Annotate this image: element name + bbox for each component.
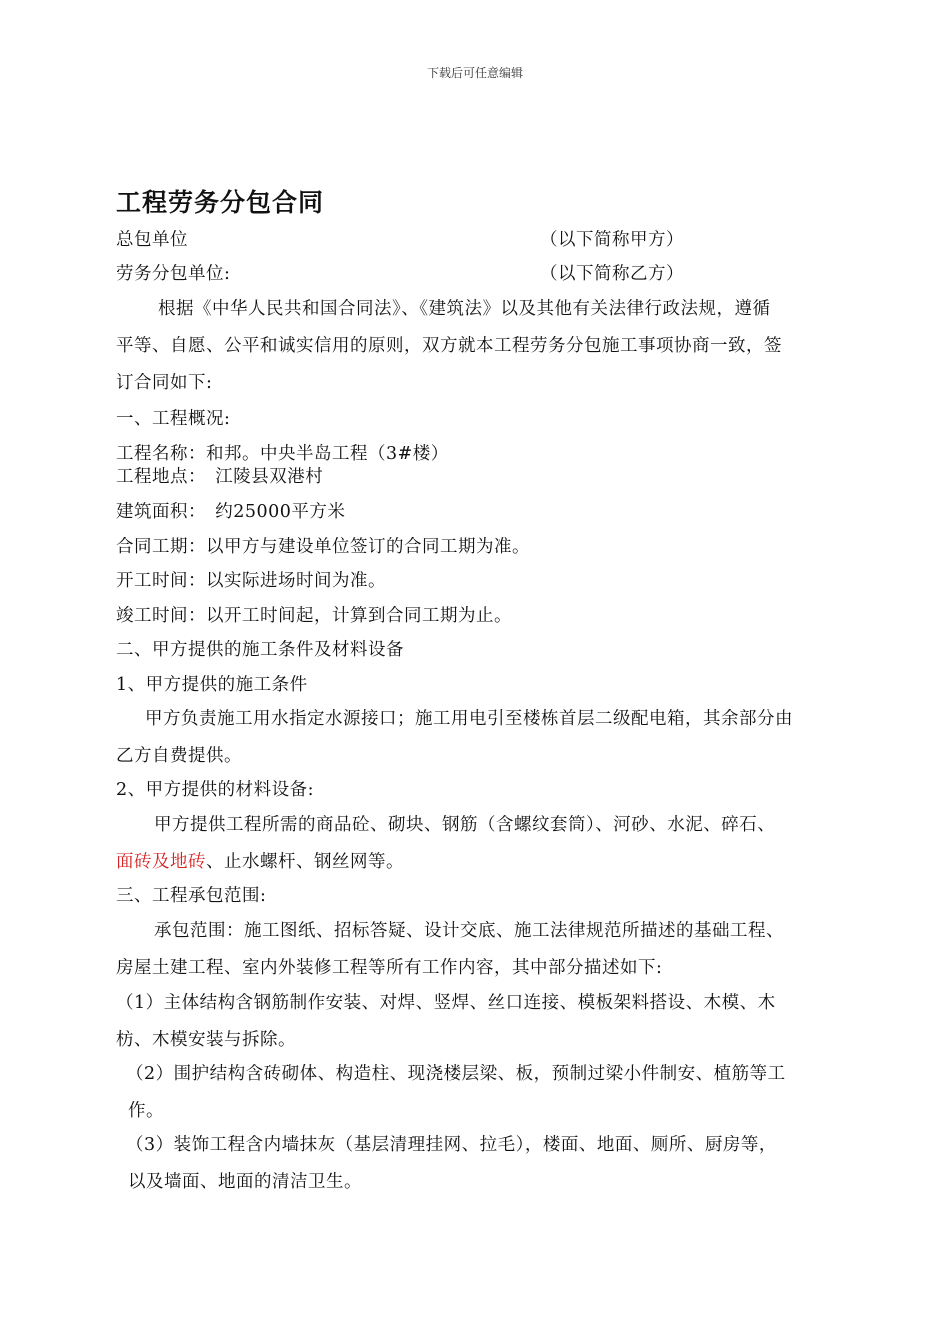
- party-a-note: （以下简称甲方）: [540, 230, 684, 250]
- party-b-label: 劳务分包单位:: [116, 264, 231, 284]
- party-a-label: 总包单位: [116, 230, 188, 250]
- building-area: 建筑面积： 约25000平方米: [116, 502, 346, 522]
- intro-line-3: 订合同如下:: [116, 373, 213, 393]
- item-2-line-2: 作。: [128, 1101, 164, 1121]
- project-location: 工程地点： 江陵县双港村: [116, 467, 324, 487]
- section-2-1-text-1: 甲方负责施工用水指定水源接口；施工用电引至楼栋首层二级配电箱，其余部分由: [145, 709, 793, 729]
- item-3-line-1: （3）装饰工程含内墙抹灰（基层清理挂网、拉毛），楼面、地面、厕所、厨房等，: [126, 1135, 777, 1155]
- highlighted-materials: 面砖及地砖: [116, 852, 206, 872]
- item-3-line-2: 以及墙面、地面的清洁卫生。: [128, 1172, 362, 1192]
- section-2-2-text-1: 甲方提供工程所需的商品砼、砌块、钢筋（含螺纹套筒）、河砂、水泥、碎石、: [154, 815, 776, 835]
- intro-line-1: 根据《中华人民共和国合同法》、《建筑法》以及其他有关法律行政法规，遵循: [158, 299, 771, 319]
- intro-line-2: 平等、自愿、公平和诚实信用的原则，双方就本工程劳务分包施工事项协商一致，签: [116, 336, 782, 356]
- contract-period: 合同工期：以甲方与建设单位签订的合同工期为准。: [116, 537, 530, 557]
- section-2-1-text-2: 乙方自费提供。: [116, 746, 242, 766]
- section-2-2-heading: 2、甲方提供的材料设备:: [116, 780, 315, 800]
- item-1-line-2: 枋、木模安装与拆除。: [116, 1030, 296, 1050]
- section-2-2-text-2: [116, 848, 404, 873]
- start-time: 开工时间：以实际进场时间为准。: [116, 571, 386, 591]
- section-3-text-1: 承包范围：施工图纸、招标答疑、设计交底、施工法律规范所描述的基础工程、: [154, 921, 784, 941]
- item-2-line-1: （2）围护结构含砖砌体、构造柱、现浇楼层梁、板，预制过梁小件制安、植筋等工: [126, 1064, 786, 1084]
- section-3-heading: 三、工程承包范围:: [116, 886, 267, 906]
- section-2-1-heading: 1、甲方提供的施工条件: [116, 675, 308, 695]
- project-name: 工程名称：和邦。中央半岛工程（3#楼）: [116, 444, 449, 464]
- page-header-note: 下载后可任意编辑: [426, 66, 523, 80]
- contract-title: 工程劳务分包合同: [116, 188, 325, 217]
- section-3-text-2: 房屋土建工程、室内外装修工程等所有工作内容，其中部分描述如下:: [116, 958, 663, 978]
- section-2-heading: 二、甲方提供的施工条件及材料设备: [116, 640, 404, 660]
- section-2-2-text-2-rest: 、止水螺杆、钢丝网等。: [206, 852, 404, 872]
- completion-time: 竣工时间：以开工时间起，计算到合同工期为止。: [116, 606, 512, 626]
- section-1-heading: 一、工程概况:: [116, 409, 231, 429]
- party-b-note: （以下简称乙方）: [540, 264, 684, 284]
- item-1-line-1: （1）主体结构含钢筋制作安装、对焊、竖焊、丝口连接、模板架料搭设、木模、木: [116, 993, 776, 1013]
